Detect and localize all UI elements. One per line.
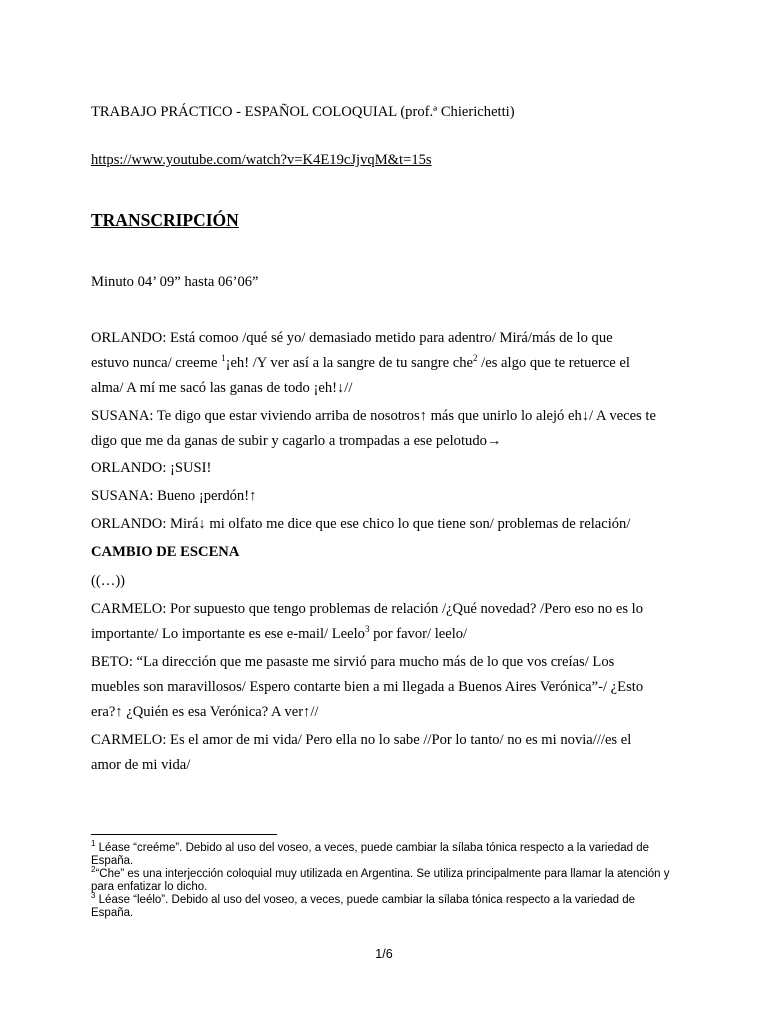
- dialogue-line: ORLANDO: ¡SUSI!: [91, 460, 212, 476]
- dialogue-line: amor de mi vida/: [91, 757, 191, 773]
- footnote-mark: 3: [91, 891, 96, 901]
- footnote-text: Léase “creéme”. Debido al uso del voseo, a veces, puede cambiar la sílaba tónica respecto a la variedad de: [95, 842, 650, 854]
- video-link[interactable]: https://www.youtube.com/watch?v=K4E19cJjvqM&t=15s: [91, 152, 432, 168]
- dialogue-line: SUSANA: Bueno ¡perdón!↑: [91, 488, 257, 504]
- footnote-text: Léase “leélo”. Debido al uso del voseo, a veces, puede cambiar la sílaba tónica respecto a la variedad de: [95, 894, 636, 906]
- dialogue-text: /es algo que te retuerce el: [477, 355, 630, 371]
- dialogue-line: SUSANA: Te digo que estar viviendo arriba de nosotros↑ más que unirlo lo alejó eh↓/ A veces te: [91, 408, 656, 424]
- footnote-1-cont: España.: [91, 855, 134, 867]
- dialogue-line: alma/ A mí me sacó las ganas de todo ¡eh!↓//: [91, 380, 353, 396]
- page-number: 1/6: [375, 947, 393, 961]
- minute-range: Minuto 04’ 09” hasta 06’06”: [91, 274, 259, 290]
- dialogue-line: BETO: “La dirección que me pasaste me sirvió para mucho más de lo que vos creías/ Los: [91, 654, 615, 670]
- footnote-text: “Che” es una interjección coloquial muy utilizada en Argentina. Se utiliza principalmente para llamar la atención y: [95, 868, 670, 880]
- footnote-1: [91, 839, 650, 855]
- dialogue-line: CARMELO: Es el amor de mi vida/ Pero ella no lo sabe //Por lo tanto/ no es mi novia///es el: [91, 732, 632, 748]
- footnote-2-cont: para enfatizar lo dicho.: [91, 881, 208, 893]
- footnote-ref[interactable]: 1: [221, 353, 226, 364]
- document-header: TRABAJO PRÁCTICO - ESPAÑOL COLOQUIAL (prof.ª Chierichetti): [91, 104, 515, 120]
- footnote-ref[interactable]: 2: [473, 353, 478, 364]
- ellipsis-marker: ((…)): [91, 573, 126, 589]
- dialogue-line: ORLANDO: Está comoo /qué sé yo/ demasiado metido para adentro/ Mirá/más de lo que: [91, 330, 613, 346]
- footnote-ref[interactable]: 3: [364, 624, 370, 635]
- scene-change-heading: CAMBIO DE ESCENA: [91, 544, 240, 560]
- footnote-mark: 2: [91, 865, 96, 875]
- dialogue-line: muebles son maravillosos/ Espero contarte bien a mi llegada a Buenos Aires Verónica”-/ ¿Esto: [91, 679, 644, 695]
- dialogue-line: digo que me da ganas de subir y cagarlo a trompadas a ese pelotudo→: [91, 433, 502, 449]
- footnote-3: [91, 891, 636, 907]
- dialogue-line: [91, 353, 630, 373]
- footnote-mark: 1: [91, 839, 96, 849]
- dialogue-line: era?↑ ¿Quién es esa Verónica? A ver↑//: [91, 704, 319, 720]
- footnote-3-cont: España.: [91, 907, 134, 919]
- dialogue-text: por favor/ leelo/: [369, 626, 468, 642]
- dialogue-line: ORLANDO: Mirá↓ mi olfato me dice que ese chico lo que tiene son/ problemas de relación/: [91, 516, 631, 532]
- footnote-2: [91, 865, 670, 881]
- dialogue-text: importante/ Lo importante es ese e-mail/ Leelo: [91, 626, 365, 642]
- section-title: TRANSCRIPCIÓN: [91, 210, 239, 230]
- dialogue-line: CARMELO: Por supuesto que tengo problemas de relación /¿Qué novedad? /Pero eso no es lo: [91, 601, 644, 617]
- dialogue-text: ¡eh! /Y ver así a la sangre de tu sangre che: [225, 355, 474, 371]
- footnote-separator: [91, 834, 277, 835]
- dialogue-line: [91, 624, 467, 644]
- dialogue-text: estuvo nunca/ creeme: [91, 355, 222, 371]
